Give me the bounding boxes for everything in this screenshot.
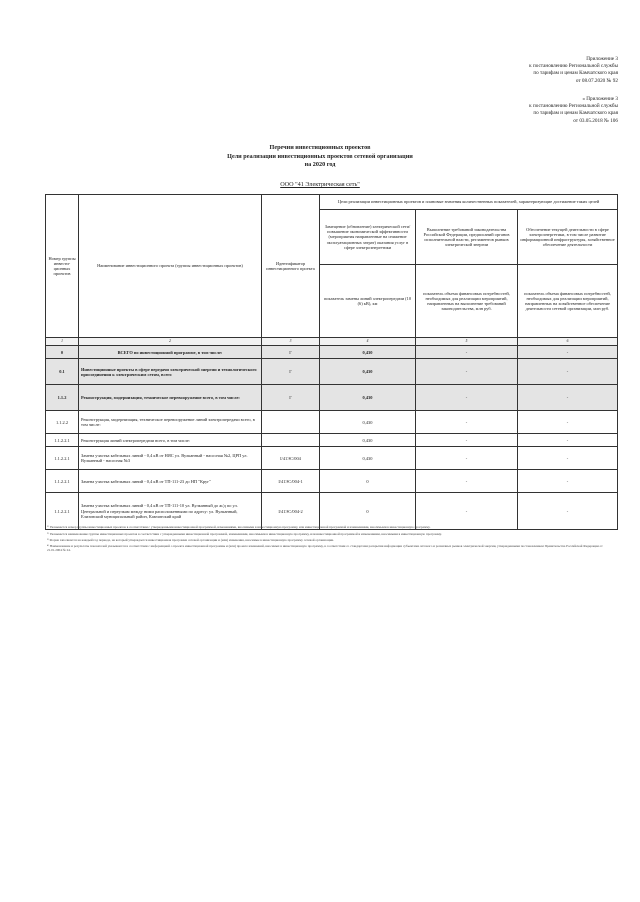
row-value-operations: - — [518, 447, 618, 470]
row-name: Инвестиционные проекты в сфере передачи электрической энергии и технологического присоединения к электрическим сетям, всего — [79, 359, 262, 385]
investment-projects-table — [45, 194, 618, 530]
appendix-header-line: к постановлению Региональной службы — [529, 63, 618, 70]
row-value-replacement: 0,430 — [320, 411, 416, 434]
row-value-replacement: 0,430 — [320, 359, 416, 385]
row-id: I/41ЭС/004 — [262, 447, 320, 470]
row-value-replacement: 0,430 — [320, 385, 416, 411]
column-number: 6 — [518, 338, 618, 346]
row-name: Реконструкция линий электропередачи всего, в том числе: — [79, 434, 262, 447]
row-value-replacement: 0,430 — [320, 447, 416, 470]
header-group-number: Номер группы инвести-ционных проектов — [46, 195, 79, 338]
row-value-operations: - — [518, 385, 618, 411]
header-project-id: Идентификатор инвестиционного проекта — [262, 195, 320, 338]
footnote: ¹⁾ Указывается номер группы инвестиционных проектов в соответствии с утвержденными инвестиционной программой, изменениями, вносимыми в инвестиционную программу, или инвестиционной программой и изменениями, вносимыми в инвестиционную программу. — [47, 525, 431, 529]
appendix-header — [529, 56, 618, 85]
header-indicator-lines: показатель замены линий электропередачи (10 (6) кВ), км — [320, 265, 416, 338]
row-name: Замена участка кабельных линий - 0,4 кВ от НЯС ул. Вулканный - насосная №2, ЦРП ул. Вулканный - насосная №3 — [79, 447, 262, 470]
row-name: Реконструкция, модернизация, техническое перевооружение всего, в том числе: — [79, 385, 262, 411]
organization-name: ООО "41 Электрическая сеть" — [280, 181, 360, 188]
table-row — [46, 385, 618, 411]
row-name: Замена участка кабельных линий - 0,4 кВ от ТП-111-23 до НП "Круг" — [79, 470, 262, 493]
row-number: 1.1.2.2.1 — [46, 434, 79, 447]
table-row — [46, 359, 618, 385]
row-value-operations: - — [518, 411, 618, 434]
row-number: 1.1.2.2 — [46, 411, 79, 434]
row-number: 1.1.2.2.1 — [46, 470, 79, 493]
row-id: I/41ЭС/004-2 — [262, 493, 320, 530]
row-value-legislation: - — [416, 346, 518, 359]
footnotes — [47, 524, 617, 553]
row-number: 0.1 — [46, 359, 79, 385]
row-value-legislation: - — [416, 434, 518, 447]
row-id — [262, 411, 320, 434]
row-value-replacement: 0,430 — [320, 434, 416, 447]
row-name: ВСЕГО по инвестиционной программе, в том числе: — [79, 346, 262, 359]
row-id: Г — [262, 359, 320, 385]
row-value-legislation: - — [416, 411, 518, 434]
appendix-header-line: по тарифам и ценам Камчатского края — [533, 110, 618, 117]
row-value-legislation: - — [416, 470, 518, 493]
row-id: Г — [262, 346, 320, 359]
table-row — [46, 346, 618, 359]
row-number: 0 — [46, 346, 79, 359]
column-number: 2 — [79, 338, 262, 346]
document-subtitle: Цели реализации инвестиционных проектов сетевой организации — [227, 153, 413, 160]
column-number: 5 — [416, 338, 518, 346]
row-value-operations: - — [518, 470, 618, 493]
table-row — [46, 447, 618, 470]
organization-name-wrap — [0, 181, 640, 188]
appendix-header-line: « Приложение 3 — [582, 96, 618, 102]
header-indicator-legislation: показатель объема финансовых потребностей, необходимых для реализации мероприятий, направленных на выполнение требований законодательства, млн руб. — [416, 265, 518, 338]
appendix-header-line: от 03.05.2018 № 106 — [573, 117, 618, 124]
row-value-operations: - — [518, 434, 618, 447]
row-number: 1.1.2 — [46, 385, 79, 411]
document-year: на 2020 год — [304, 161, 336, 168]
row-value-legislation: - — [416, 493, 518, 530]
row-id — [262, 434, 320, 447]
document-title: Перечни инвестиционных проектов — [269, 144, 371, 151]
previous-appendix-header — [529, 96, 618, 125]
row-number: 1.1.2.2.1 — [46, 447, 79, 470]
row-id: I/41ЭС/004-1 — [262, 470, 320, 493]
table-row — [46, 470, 618, 493]
header-goals-group: Цели реализации инвестиционных проектов и плановые значения количественных показателей, характеризующие достижение таких целей — [320, 195, 618, 210]
footnote: ²⁾ Указывается наименование группы инвестиционных проектов в соответствии с утвержденными инвестиционной программой, изменениями, вносимыми в инвестиционную программу, или инвестиционной программой и изменениями, вносимыми в инвестиционную программу. — [47, 531, 442, 536]
footnote: ⁴⁾ Наименование и результаты показателей указываются в соответствии с информацией о проекте инвестиционной программы и (или) проекте изменений, вносимых в инвестиционную программу, в соответствии со стандартами раскрытия информации субъектами оптового и розничных рынков электрической энергии, утвержденными постановлением Правительства Российской Федерации от 21.01.2004 № 24. — [47, 543, 603, 553]
row-value-replacement: 0 — [320, 470, 416, 493]
table-row — [46, 434, 618, 447]
header-indicator-operations: показатель объема финансовых потребностей, необходимых для реализации мероприятий, направленных на хозяйственное обеспечение деятельности сетевой организации, млн руб. — [518, 265, 618, 338]
footnote: ³⁾ Форма заполняется на каждый год периода, на который утверждается инвестиционная программа сетевой организации и (или) изменения, вносимые в инвестиционную программу сетевой организации. — [47, 538, 334, 543]
row-value-replacement: 0,430 — [320, 346, 416, 359]
header-project-name: Наименование инвестиционного проекта (группы инвестиционных проектов) — [79, 195, 262, 338]
column-number: 4 — [320, 338, 416, 346]
row-value-legislation: - — [416, 447, 518, 470]
column-number: 3 — [262, 338, 320, 346]
appendix-header-line: по тарифам и ценам Камчатского края — [533, 70, 618, 77]
row-value-replacement: 0 — [320, 493, 416, 530]
column-number: 1 — [46, 338, 79, 346]
table-row — [46, 411, 618, 434]
row-name: Реконструкция, модернизация, техническое перевооружение линий электропередачи всего, в том числе: — [79, 411, 262, 434]
row-value-legislation: - — [416, 359, 518, 385]
row-value-operations: - — [518, 359, 618, 385]
header-goal-replacement: Замещение (обновление) электрической сети/повышение экономической эффективности (мероприятия направленные на снижение эксплуатационных затрат) оказания услуг в сфере электроэнергетики — [320, 210, 416, 265]
row-id: Г — [262, 385, 320, 411]
header-goal-legislation: Выполнение требований законодательства Российской Федерации, предписаний органов исполнительной власти, регламентов рынков электрической энергии — [416, 210, 518, 265]
header-goal-operations: Обеспечение текущей деятельности в сфере электроэнергетики, в том числе развитие информационной инфраструктуры, хозяйственное обеспечение деятельности — [518, 210, 618, 265]
row-value-legislation: - — [416, 385, 518, 411]
row-value-operations: - — [518, 493, 618, 530]
appendix-header-line: к постановлению Региональной службы — [529, 103, 618, 110]
row-number: 1.1.2.2.1 — [46, 493, 79, 530]
table-header-row — [46, 195, 618, 210]
row-name: Замена участка кабельных линий - 0,4 кВ от ТП-111-10 ул. Вулканный до ж/д по ул. Центральной и переулкам между ними расположенными по адресу: ул. Вулканный, Елизовский муниципальный район, Камчатский край — [79, 493, 262, 530]
appendix-header-line: Приложение 3 — [586, 56, 618, 62]
appendix-header-line: от 08.07.2020 № 92 — [575, 77, 618, 84]
column-number-row — [46, 338, 618, 346]
row-value-operations: - — [518, 346, 618, 359]
